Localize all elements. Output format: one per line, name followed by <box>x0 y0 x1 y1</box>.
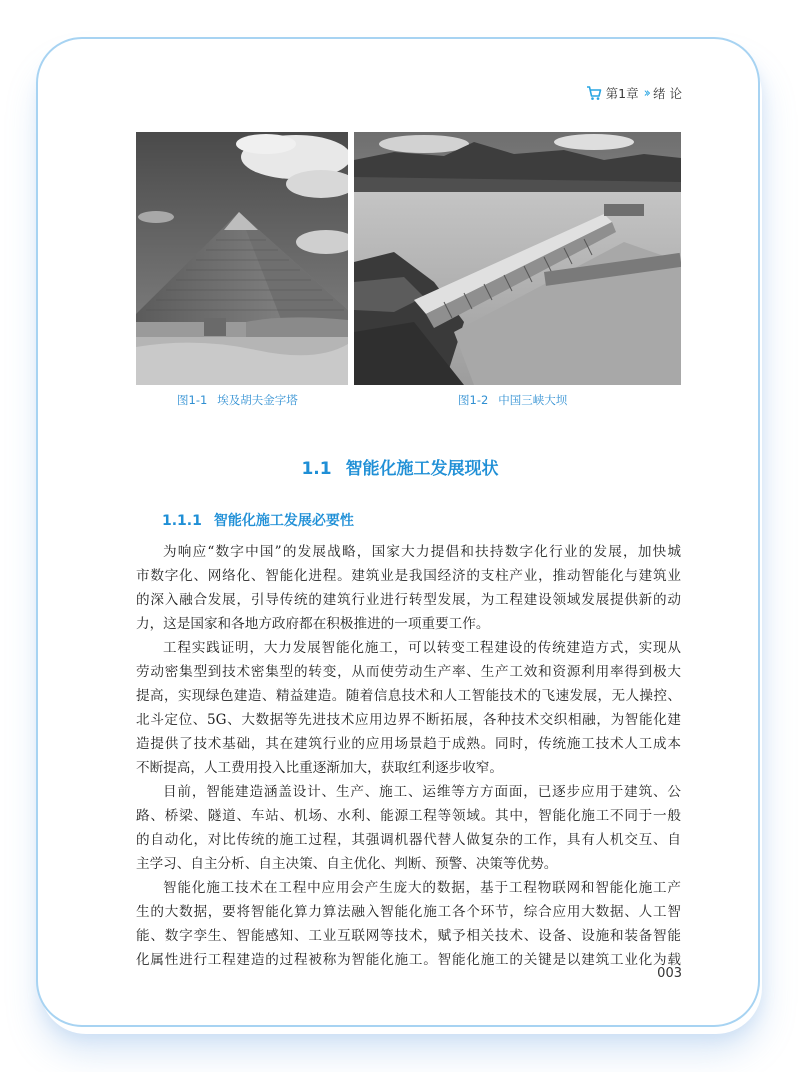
section-title: 智能化施工发展现状 <box>345 459 499 479</box>
body-text-line: 北斗定位、5G、大数据等先进技术应用边界不断拓展，各种技术交织相融，为智能化建 <box>136 712 681 728</box>
body-text-line: 为响应“数字中国”的发展战略，国家大力提倡和扶持数字化行业的发展，加快城 <box>163 544 681 560</box>
body-text-line: 主学习、自主分析、自主决策、自主优化、判断、预警、决策等优势。 <box>136 856 558 872</box>
subsection-number: 1.1.1 <box>162 513 202 529</box>
body-text-line: 路、桥梁、隧道、车站、机场、水利、能源工程等领域。其中，智能化施工不同于一般 <box>136 808 681 824</box>
body-text-line: 力，这是国家和各地方政府都在积极推进的一项重要工作。 <box>136 616 490 632</box>
section-heading <box>0 454 800 479</box>
pyramid-photo <box>136 132 348 385</box>
body-text-line: 提高，实现绿色建造、精益建造。随着信息技术和人工智能技术的飞速发展，无人操控、 <box>136 688 681 704</box>
subsection-title: 智能化施工发展必要性 <box>213 513 354 529</box>
figure-caption-text: 中国三峡大坝 <box>498 393 568 407</box>
chapter-number: 第1章 <box>605 86 639 101</box>
body-text-line: 造提供了技术基础，其在建筑行业的应用场景趋于成熟。同时，传统施工技术人工成本 <box>136 736 681 752</box>
body-text-line: 劳动密集型到技术密集型的转变，从而使劳动生产率、生产工效和资源利用率得到极大 <box>136 664 681 680</box>
body-text-line: 不断提高，人工费用投入比重逐渐加大，获取红利逐步收窄。 <box>136 760 504 776</box>
body-text-line: 市数字化、网络化、智能化进程。建筑业是我国经济的支柱产业，推动智能化与建筑业 <box>136 568 681 584</box>
body-text-line: 的深入融合发展，引导传统的建筑行业进行转型发展，为工程建设领域发展提供新的动 <box>136 592 681 608</box>
running-header <box>586 84 682 102</box>
body-text-line: 智能化施工技术在工程中应用会产生庞大的数据，基于工程物联网和智能化施工产 <box>163 880 681 896</box>
figure-caption-text: 埃及胡夫金字塔 <box>217 393 298 407</box>
figure-caption <box>177 392 298 408</box>
subsection-heading <box>162 510 354 530</box>
page-number: 003 <box>657 966 682 981</box>
body-text-line: 能、数字孪生、智能感知、工业互联网等技术，赋予相关技术、设备、设施和装备智能 <box>136 928 681 944</box>
dam-photo <box>354 132 681 385</box>
body-text-line: 目前，智能建造涵盖设计、生产、施工、运维等方方面面，已逐步应用于建筑、公 <box>163 784 681 800</box>
figure-number: 图1-1 <box>177 393 208 407</box>
body-text-line: 的自动化，对比传统的施工过程，其强调机器代替人做复杂的工作，具有人机交互、自 <box>136 832 681 848</box>
body-text-line: 生的大数据，要将智能化算力算法融入智能化施工各个环节，综合应用大数据、人工智 <box>136 904 681 920</box>
section-number: 1.1 <box>301 459 332 479</box>
cart-icon <box>586 85 602 101</box>
figure-number: 图1-2 <box>458 393 489 407</box>
body-text-line: 工程实践证明，大力发展智能化施工，可以转变工程建设的传统建造方式，实现从 <box>163 640 681 656</box>
double-chevron-icon: ›› <box>643 85 649 101</box>
body-text-line: 化属性进行工程建造的过程被称为智能化施工。智能化施工的关键是以建筑工业化为载 <box>136 952 681 968</box>
figure-caption <box>458 392 567 408</box>
chapter-title: 绪 论 <box>653 86 682 101</box>
